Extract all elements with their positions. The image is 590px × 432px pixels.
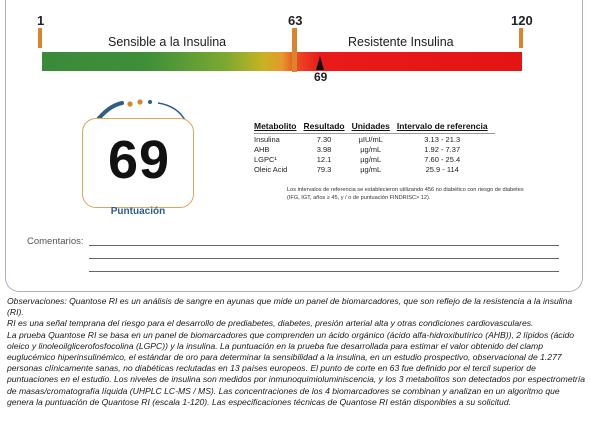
table-row (254, 134, 495, 145)
scale-min-tick (38, 28, 42, 48)
observations-paragraph: RI es una señal temprana del riesgo para el desarrollo de prediabetes, diabetes, presión arterial alta y otras condiciones cardiovasculares. (7, 318, 534, 329)
column-header: Intervalo de referencia (396, 121, 488, 131)
metabolite-range: 7.60 - 25.4 (424, 154, 461, 164)
table-row (254, 144, 495, 154)
resistant-zone-label: Resistente Insulina (348, 35, 454, 49)
observations-text (7, 296, 587, 408)
metabolite-unit: µIU/mL (352, 134, 397, 145)
metabolite-unit: µg/mL (360, 165, 382, 175)
metabolite-unit: µg/mL (360, 154, 382, 164)
scale-max-label: 120 (511, 13, 533, 28)
metabolite-range: 3.13 - 21.3 (397, 134, 495, 145)
comment-line[interactable] (89, 245, 559, 246)
comments-label: Comentarios: (27, 236, 84, 247)
scale-cutoff-label: 63 (288, 13, 303, 28)
reference-footnote: Los intervalos de referencia se establecieron utilizando 456 no diabético con riesgo de diabetes (IFG, IGT, años ≥ 45, y / o de puntuación FINDRISC> 12). (287, 187, 524, 201)
column-header: Unidades (351, 121, 390, 131)
metabolite-name: LGPC¹ (254, 154, 277, 164)
score-box (82, 118, 194, 208)
column-header: Resultado (303, 121, 345, 131)
scale-min-label: 1 (37, 13, 45, 28)
table-row (254, 165, 495, 175)
metabolite-result: 79.3 (316, 165, 332, 175)
comment-line[interactable] (89, 258, 559, 259)
observations-paragraph: Observaciones: Quantose RI es un análisis de sangre en ayunas que mide un panel de biomarcadores, que son reflejo de la resistencia a la insulina (RI). (7, 296, 573, 318)
metabolite-range: 25.9 - 114 (425, 165, 459, 175)
column-header: Metabolito (254, 121, 297, 131)
table-header-row (254, 121, 495, 134)
comment-line[interactable] (89, 271, 559, 272)
metabolite-name: Insulina (254, 134, 304, 145)
metabolite-name: AHB (254, 144, 270, 154)
score-panel (82, 96, 198, 217)
metabolite-unit: µg/mL (360, 144, 382, 154)
observations-paragraph: La prueba Quantose RI se basa en un panel de biomarcadores que comprenden un ácido orgánico (ácido alfa-hidroxibutírico (AHB)), 2 lípidos (ácido oleico y linoleoilglicerofosfocolina (LGPC)) y la insulina. La puntuación en la prueba fue desarrollada para estimar el valor obtenido del clamp euglucémico hiperinsulinémico, el estándar de oro para determinar la sensibilidad a la insulina, en un estudio prospectivo, observacional de 1.277 personas clínicamente sanas, no diabéticas reclutadas en 13 países europeos. El punto de corte en 63 fue definido por el tercil superior de puntuaciones en el estudio. Los niveles de insulina son medidos por inmunoquimioluminiscencia, y los 3 metabolitos son detectados por espectrometría de masas/cromatografía líquida (UHPLC LC-MS / MS). Las concentraciones de los 4 biomarcadores se combinan y analizan en un algoritmo que genera la puntuación de Quantose RI (escala 1-120). Las especificaciones técnicas de Quantose RI están disponibles a su solicitud. (7, 329, 586, 407)
risk-gradient-bar (42, 52, 522, 71)
metabolite-result: 7.30 (304, 134, 352, 145)
cutoff-tick (292, 28, 297, 72)
scale-max-tick (519, 28, 523, 48)
metabolite-table (254, 121, 495, 175)
score-caption: Puntuación (110, 206, 166, 217)
score-marker-icon (316, 56, 324, 70)
metabolite-name: Oleic Acid (254, 165, 288, 175)
table-row (254, 154, 495, 164)
metabolite-result: 3.98 (316, 144, 332, 154)
metabolite-result: 12.1 (316, 154, 332, 164)
score-marker-label: 69 (314, 70, 328, 84)
sensitive-zone-label: Sensible a la Insulina (108, 35, 227, 49)
metabolite-range: 1.92 - 7.37 (424, 144, 461, 154)
score-value: 69 (107, 130, 171, 190)
